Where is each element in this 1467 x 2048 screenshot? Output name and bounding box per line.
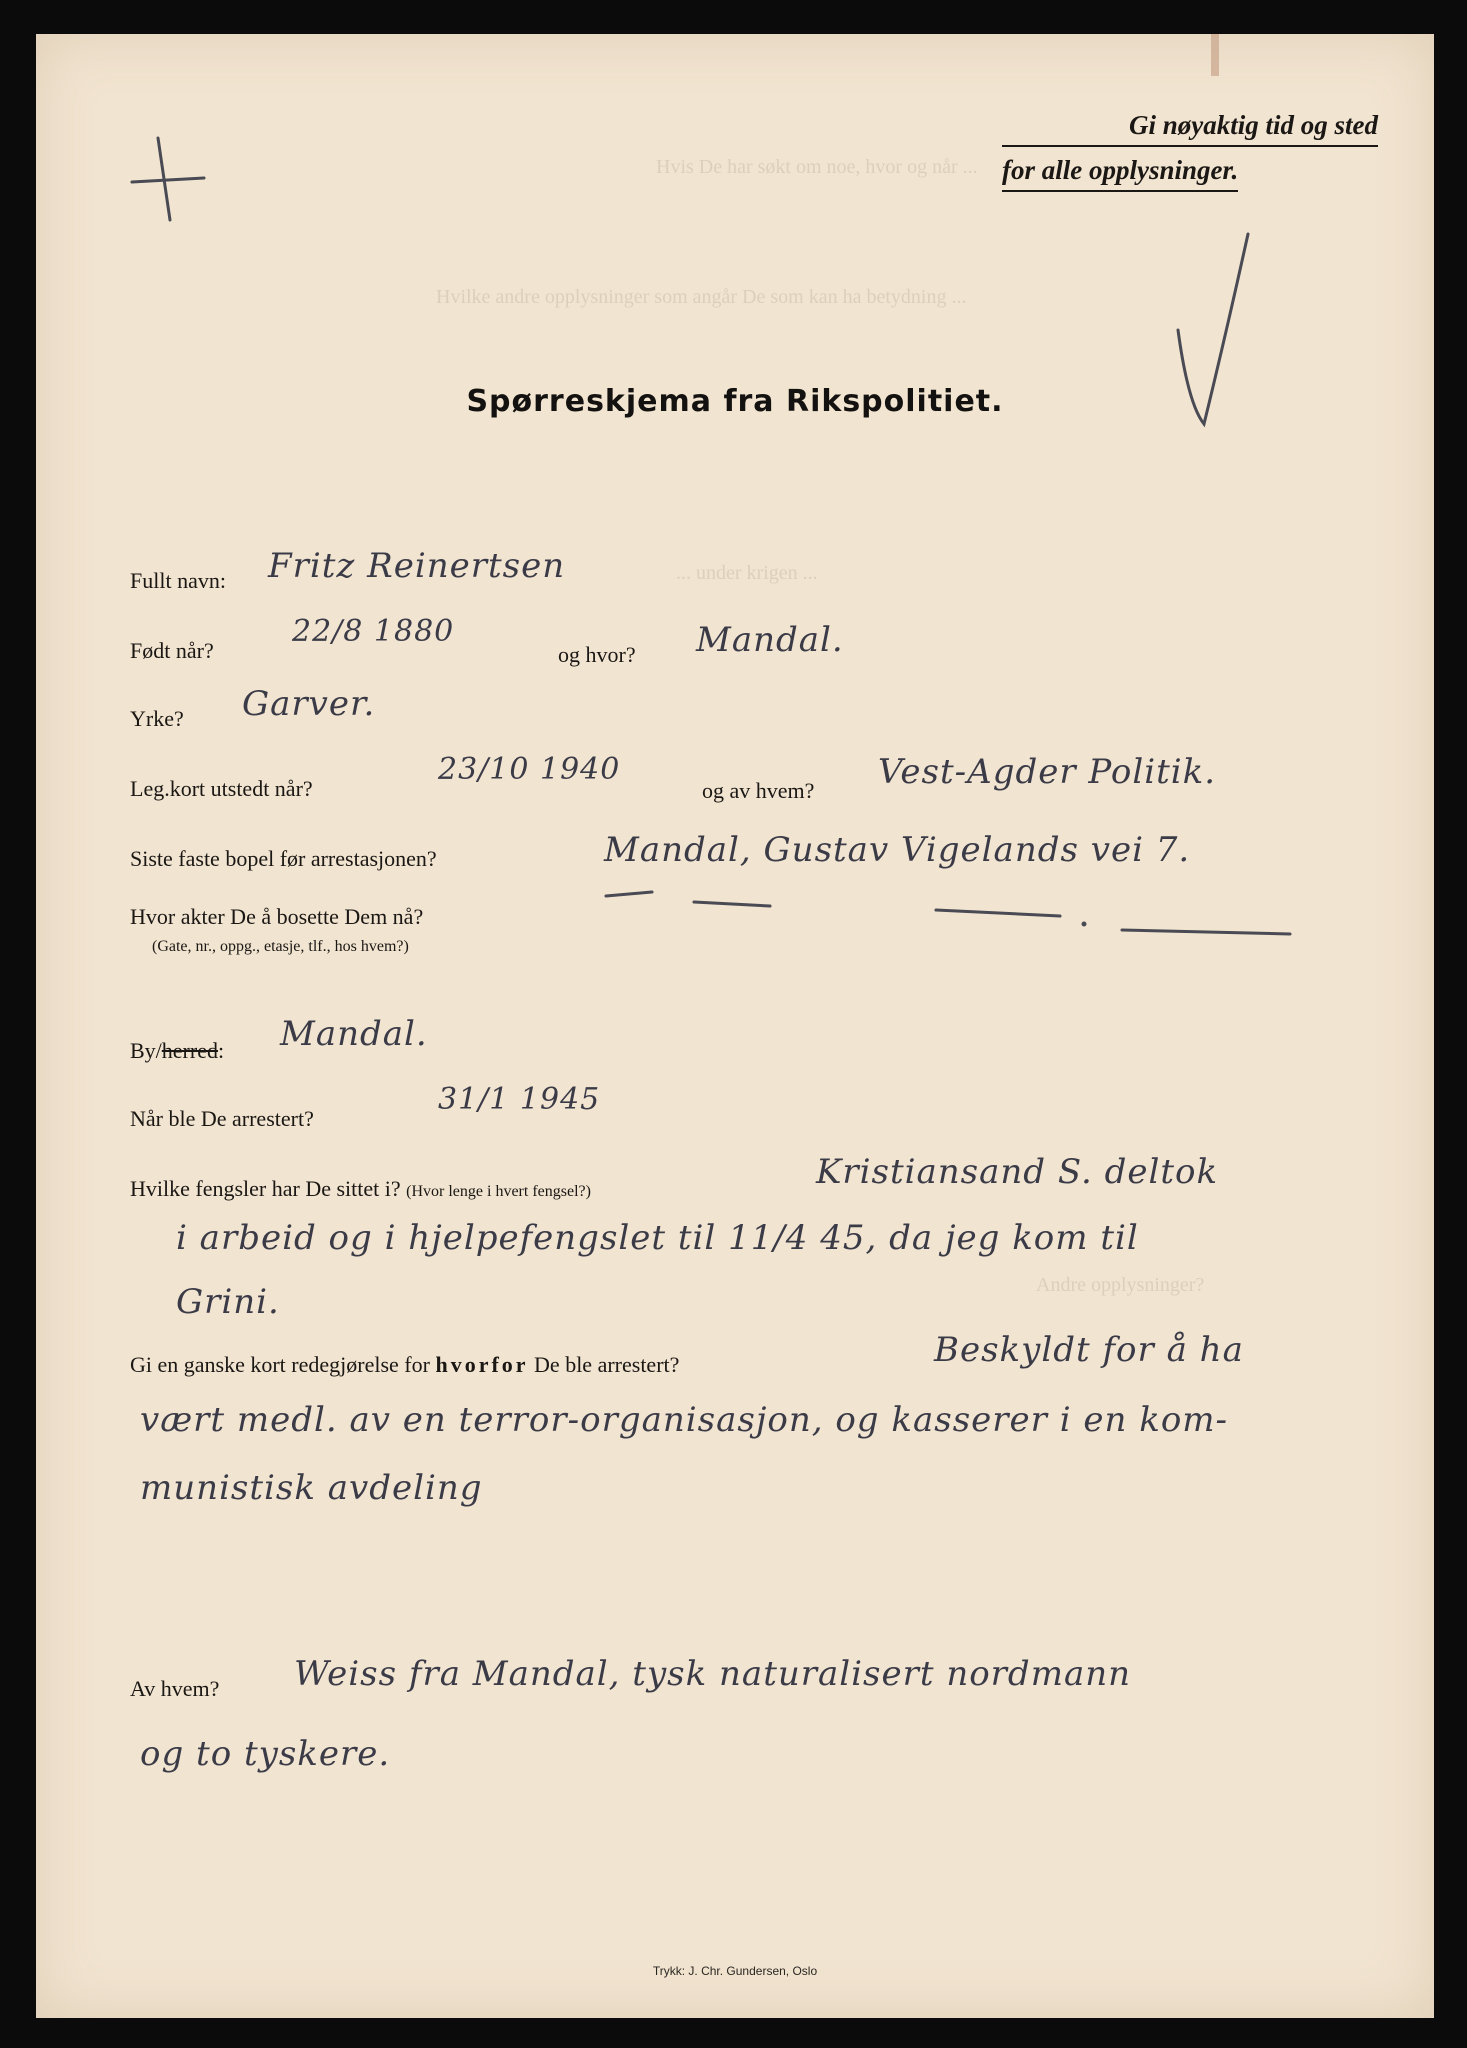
bleed-through-text: ... under krigen ... [676, 562, 818, 584]
reason-line1: Beskyldt for å ha [934, 1330, 1244, 1370]
arrested-when-value: 31/1 1945 [438, 1082, 601, 1117]
prisons-line3: Grini. [176, 1282, 280, 1322]
born-when-label: Født når? [130, 638, 214, 663]
born-when-value: 22/8 1880 [292, 614, 455, 649]
header-note-line1: Gi nøyaktig tid og sted [1002, 110, 1378, 147]
by-whom-line2: og to tyskere. [140, 1734, 391, 1774]
reason-line2: vært medl. av en terror-organisasjon, og kasserer i en kom- [140, 1400, 1229, 1440]
town-label: By/herred: [130, 1038, 225, 1063]
id-card-by-value: Vest-Agder Politik. [878, 752, 1217, 792]
last-address-label: Siste faste bopel før arrestasjonen? [130, 846, 437, 871]
questionnaire-page [36, 34, 1434, 2018]
ink-speck [1211, 34, 1219, 76]
last-address-value: Mandal, Gustav Vigelands vei 7. [604, 830, 1191, 870]
form-title: Spørreskjema fra Rikspolitiet. [466, 384, 1004, 419]
full-name-label: Fullt navn: [130, 568, 226, 593]
town-value: Mandal. [280, 1014, 428, 1054]
full-name-value: Fritz Reinertsen [268, 546, 566, 586]
prisons-label: Hvilke fengsler har De sittet i? (Hvor lenge i hvert fengsel?) [130, 1176, 591, 1201]
id-card-by-label: og av hvem? [702, 778, 815, 803]
by-whom-label: Av hvem? [130, 1676, 220, 1701]
occupation-value: Garver. [242, 684, 376, 724]
born-where-label: og hvor? [558, 642, 636, 667]
bleed-through-text: Hvis De har søkt om noe, hvor og når ... [656, 156, 978, 178]
header-note-line2: for alle opplysninger. [1002, 155, 1238, 192]
printer-footer: Trykk: J. Chr. Gundersen, Oslo [652, 1964, 818, 1978]
born-where-value: Mandal. [696, 620, 844, 660]
cross-mark-icon [132, 178, 204, 182]
header-note [1002, 110, 1378, 192]
settle-where-label: Hvor akter De å bosette Dem nå? [130, 904, 424, 929]
id-card-when-value: 23/10 1940 [438, 752, 621, 787]
reason-line3: munistisk avdeling [140, 1468, 483, 1508]
bleed-through-text: Andre opplysninger? [1036, 1274, 1205, 1296]
id-card-when-label: Leg.kort utstedt når? [130, 776, 313, 801]
prisons-line2: i arbeid og i hjelpefengslet til 11/4 45, da jeg kom til [176, 1218, 1139, 1258]
pen-marks [36, 34, 1434, 2018]
occupation-label: Yrke? [130, 706, 184, 731]
reason-label: Gi en ganske kort redegjørelse for hvorfor De ble arrestert? [130, 1352, 680, 1377]
arrested-when-label: Når ble De arrestert? [130, 1106, 314, 1131]
bleed-through-text: Hvilke andre opplysninger som angår De som kan ha betydning ... [436, 286, 967, 308]
prisons-line1: Kristiansand S. deltok [816, 1152, 1219, 1192]
by-whom-line1: Weiss fra Mandal, tysk naturalisert nordmann [294, 1654, 1132, 1694]
settle-where-sublabel: (Gate, nr., oppg., etasje, tlf., hos hvem?) [152, 938, 409, 955]
